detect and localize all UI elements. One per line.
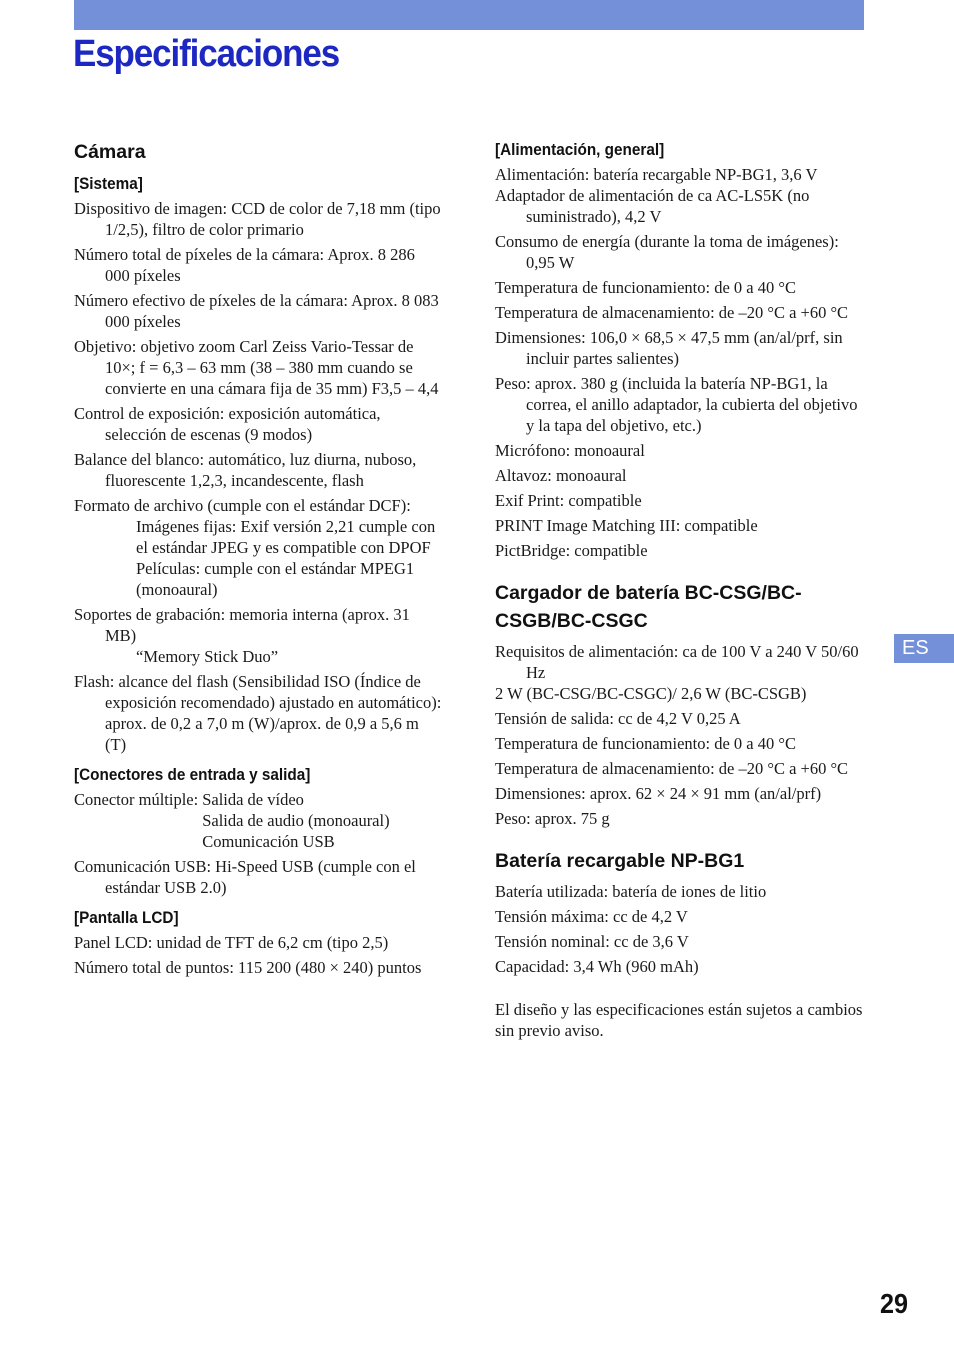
spec-line: Formato de archivo (cumple con el estándar DCF): [74, 496, 411, 515]
spec-item-power [495, 164, 863, 227]
spec-item: Control de exposición: exposición automática, selección de escenas (9 modos) [74, 404, 381, 444]
spec-line: Comunicación USB [202, 832, 335, 851]
spec-item: Exif Print: compatible [495, 491, 642, 510]
spec-line: Imágenes fijas: Exif versión 2,21 cumple con el estándar JPEG y es compatible con DPOF [136, 517, 436, 557]
spec-item: Flash: alcance del flash (Sensibilidad ISO (Índice de exposición recomendado) ajustado en automático): aprox. de 0,2 a 7,0 m (W)/aprox. de 0,9 a 5,6 m (T) [74, 672, 442, 754]
spec-line: Películas: cumple con el estándar MPEG1 (monoaural) [136, 559, 415, 599]
spec-item: Número total de puntos: 115 200 (480 × 240) puntos [74, 958, 422, 977]
spec-item-multi-connector [74, 789, 442, 852]
spec-line: Alimentación: batería recargable NP-BG1, 3,6 V [495, 165, 818, 184]
page-number: 29 [880, 1288, 909, 1319]
page-title: Especificaciones [73, 33, 340, 75]
spec-line: Soportes de grabación: memoria interna (aprox. 31 MB) [74, 605, 414, 645]
spec-item: Tensión de salida: cc de 4,2 V 0,25 A [495, 709, 741, 728]
spec-item: PictBridge: compatible [495, 541, 648, 560]
spec-item: Temperatura de funcionamiento: de 0 a 40 °C [495, 278, 796, 297]
spec-item: Altavoz: monoaural [495, 466, 627, 485]
spec-line: Salida de audio (monoaural) [202, 811, 390, 830]
spec-item: Consumo de energía (durante la toma de imágenes): 0,95 W [495, 232, 839, 272]
spec-line: “Memory Stick Duo” [136, 647, 279, 666]
language-tab: ES [894, 634, 954, 663]
spec-item: Temperatura de almacenamiento: de –20 °C a +60 °C [495, 303, 849, 322]
subheading-pantalla: [Pantalla LCD] [74, 908, 179, 927]
right-column [495, 138, 863, 1045]
disclaimer-note: El diseño y las especificaciones están sujetos a cambios sin previo aviso. [495, 1000, 863, 1040]
spec-line: Adaptador de alimentación de ca AC-LS5K (no suministrado), 4,2 V [495, 186, 810, 226]
subheading-sistema: [Sistema] [74, 174, 143, 193]
spec-item: Número total de píxeles de la cámara: Aprox. 8 286 000 píxeles [74, 245, 415, 285]
spec-item: Tensión máxima: cc de 4,2 V [495, 907, 688, 926]
spec-item-recording-media [74, 604, 442, 667]
header-bar [74, 0, 864, 30]
spec-item: Dimensiones: 106,0 × 68,5 × 47,5 mm (an/al/prf, sin incluir partes salientes) [495, 328, 843, 368]
section-heading-bateria: Batería recargable NP-BG1 [495, 850, 745, 872]
spec-item: Peso: aprox. 380 g (incluida la batería NP-BG1, la correa, el anillo adaptador, la cubierta del objetivo y la tapa del objetivo, etc.) [495, 374, 858, 435]
subheading-conectores: [Conectores de entrada y salida] [74, 765, 311, 784]
spec-item: Micrófono: monoaural [495, 441, 645, 460]
spec-item: Objetivo: objetivo zoom Carl Zeiss Vario-Tessar de 10×; f = 6,3 – 63 mm (38 – 380 mm cuando se convierte en una cámara fija de 35 mm) F3,5 – 4,4 [74, 337, 439, 398]
spec-values [198, 789, 389, 852]
spec-item-file-format [74, 495, 442, 600]
spec-line: Salida de vídeo [202, 790, 304, 809]
section-heading-camara: Cámara [74, 141, 146, 163]
spec-item: Dimensiones: aprox. 62 × 24 × 91 mm (an/al/prf) [495, 784, 822, 803]
spec-item: Temperatura de almacenamiento: de –20 °C a +60 °C [495, 759, 849, 778]
spec-line: 2 W (BC-CSG/BC-CSGC)/ 2,6 W (BC-CSGB) [495, 684, 807, 703]
left-column [74, 138, 442, 982]
spec-item: Número efectivo de píxeles de la cámara: Aprox. 8 083 000 píxeles [74, 291, 439, 331]
spec-item: Batería utilizada: batería de iones de litio [495, 882, 767, 901]
spec-item-power-requirements [495, 641, 863, 704]
spec-item: Panel LCD: unidad de TFT de 6,2 cm (tipo 2,5) [74, 933, 389, 952]
spec-item: Peso: aprox. 75 g [495, 809, 610, 828]
spec-item: Dispositivo de imagen: CCD de color de 7,18 mm (tipo 1/2,5), filtro de color primario [74, 199, 441, 239]
spec-item: Temperatura de funcionamiento: de 0 a 40 °C [495, 734, 796, 753]
spec-line: Requisitos de alimentación: ca de 100 V a 240 V 50/60 Hz [495, 642, 863, 682]
subheading-alimentacion: [Alimentación, general] [495, 140, 665, 159]
spec-item: Tensión nominal: cc de 3,6 V [495, 932, 689, 951]
spec-item: Capacidad: 3,4 Wh (960 mAh) [495, 957, 699, 976]
spec-label: Conector múltiple: [74, 790, 199, 809]
section-heading-cargador: Cargador de batería BC-CSG/BC-CSGB/BC-CSGC [495, 582, 802, 632]
spec-item: PRINT Image Matching III: compatible [495, 516, 758, 535]
spec-item: Balance del blanco: automático, luz diurna, nuboso, fluorescente 1,2,3, incandescente, flash [74, 450, 417, 490]
spec-item: Comunicación USB: Hi-Speed USB (cumple con el estándar USB 2.0) [74, 857, 416, 897]
